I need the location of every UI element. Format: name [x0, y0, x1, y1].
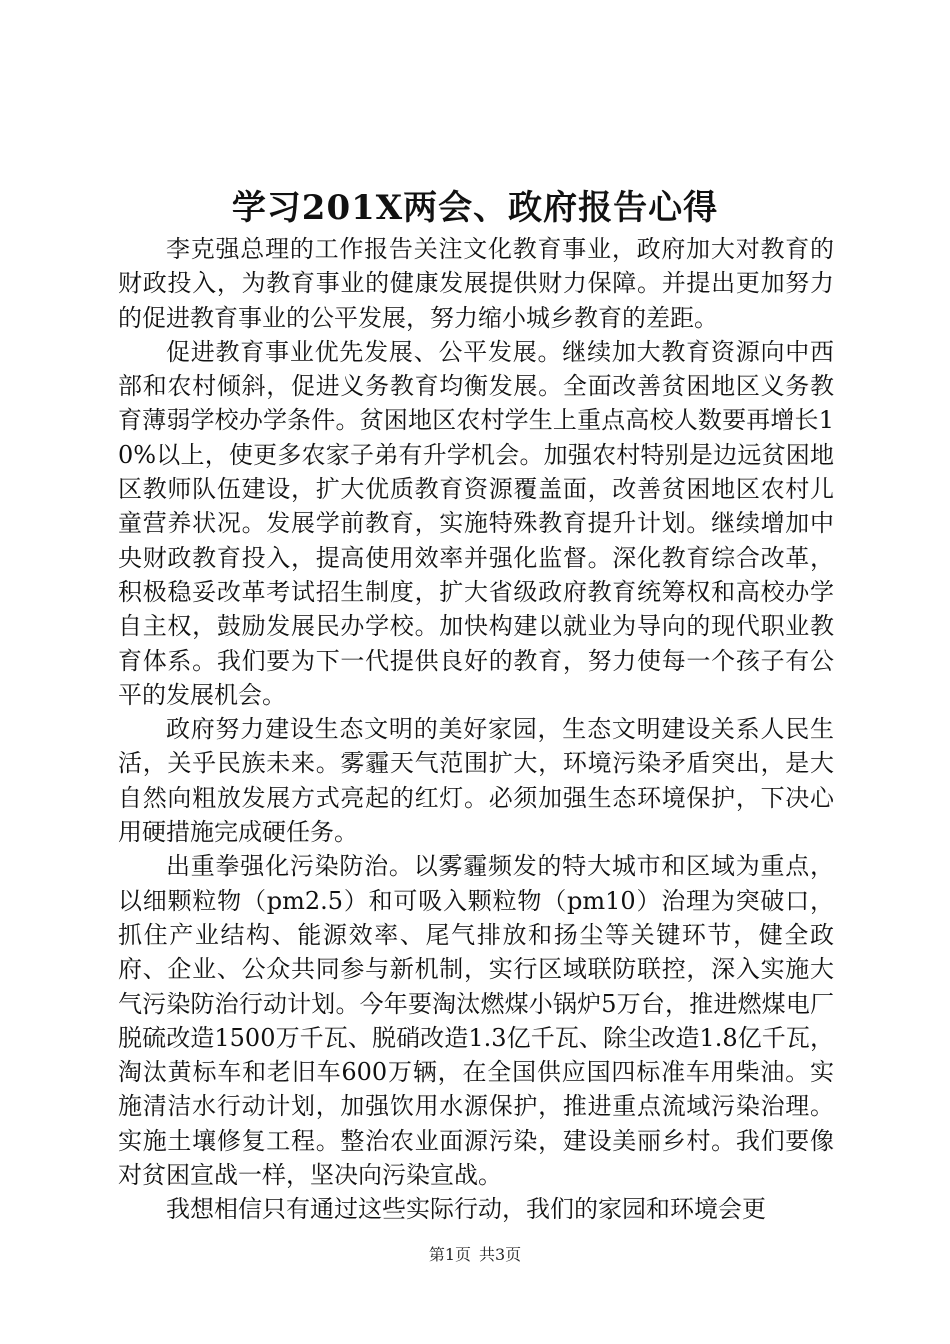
paragraph-4: 出重拳强化污染防治。以雾霾频发的特大城市和区域为重点，以细颗粒物（pm2.5）和可吸入颗粒物（pm10）治理为突破口，抓住产业结构、能源效率、尾气排放和扬尘等关键环节，健全政府、企业、公众共同参与新机制，实行区域联防联控，深入实施大气污染防治行动计划。今年要淘汰燃煤小锅炉5万台，推进燃煤电厂脱硫改造1500万千瓦、脱硝改造1.3亿千瓦、除尘改造1.8亿千瓦，淘汰黄标车和老旧车600万辆，在全国供应国四标准车用柴油。实施清洁水行动计划，加强饮用水源保护，推进重点流域污染治理。实施土壤修复工程。整治农业面源污染，建设美丽乡村。我们要像对贫困宣战一样，坚决向污染宣战。	[118, 852, 834, 1190]
page-number: 第1页	[428, 1245, 471, 1264]
document-title: 学习201X两会、政府报告心得	[231, 188, 719, 228]
paragraph-1: 李克强总理的工作报告关注文化教育事业，政府加大对教育的财政投入，为教育事业的健康发展提供财力保障。并提出更加努力的促进教育事业的公平发展，努力缩小城乡教育的差距。	[118, 235, 834, 332]
document-body	[118, 232, 834, 1227]
page-total: 共3页	[479, 1245, 522, 1264]
paragraph-2: 促进教育事业优先发展、公平发展。继续加大教育资源向中西部和农村倾斜，促进义务教育均衡发展。全面改善贫困地区义务教育薄弱学校办学条件。贫困地区农村学生上重点高校人数要再增长10%以上，使更多农家子弟有升学机会。加强农村特别是边远贫困地区教师队伍建设，扩大优质教育资源覆盖面，改善贫困地区农村儿童营养状况。发展学前教育，实施特殊教育提升计划。继续增加中央财政教育投入，提高使用效率并强化监督。深化教育综合改革，积极稳妥改革考试招生制度，扩大省级政府教育统筹权和高校办学自主权，鼓励发展民办学校。加快构建以就业为导向的现代职业教育体系。我们要为下一代提供良好的教育，努力使每一个孩子有公平的发展机会。	[118, 337, 834, 709]
page-footer	[0, 1244, 950, 1266]
paragraph-5: 我想相信只有通过这些实际行动，我们的家园和环境会更	[166, 1195, 766, 1224]
paragraph-3: 政府努力建设生态文明的美好家园，生态文明建设关系人民生活，关乎民族未来。雾霾天气范围扩大，环境污染矛盾突出，是大自然向粗放发展方式亮起的红灯。必须加强生态环境保护，下决心用硬措施完成硬任务。	[118, 715, 834, 847]
